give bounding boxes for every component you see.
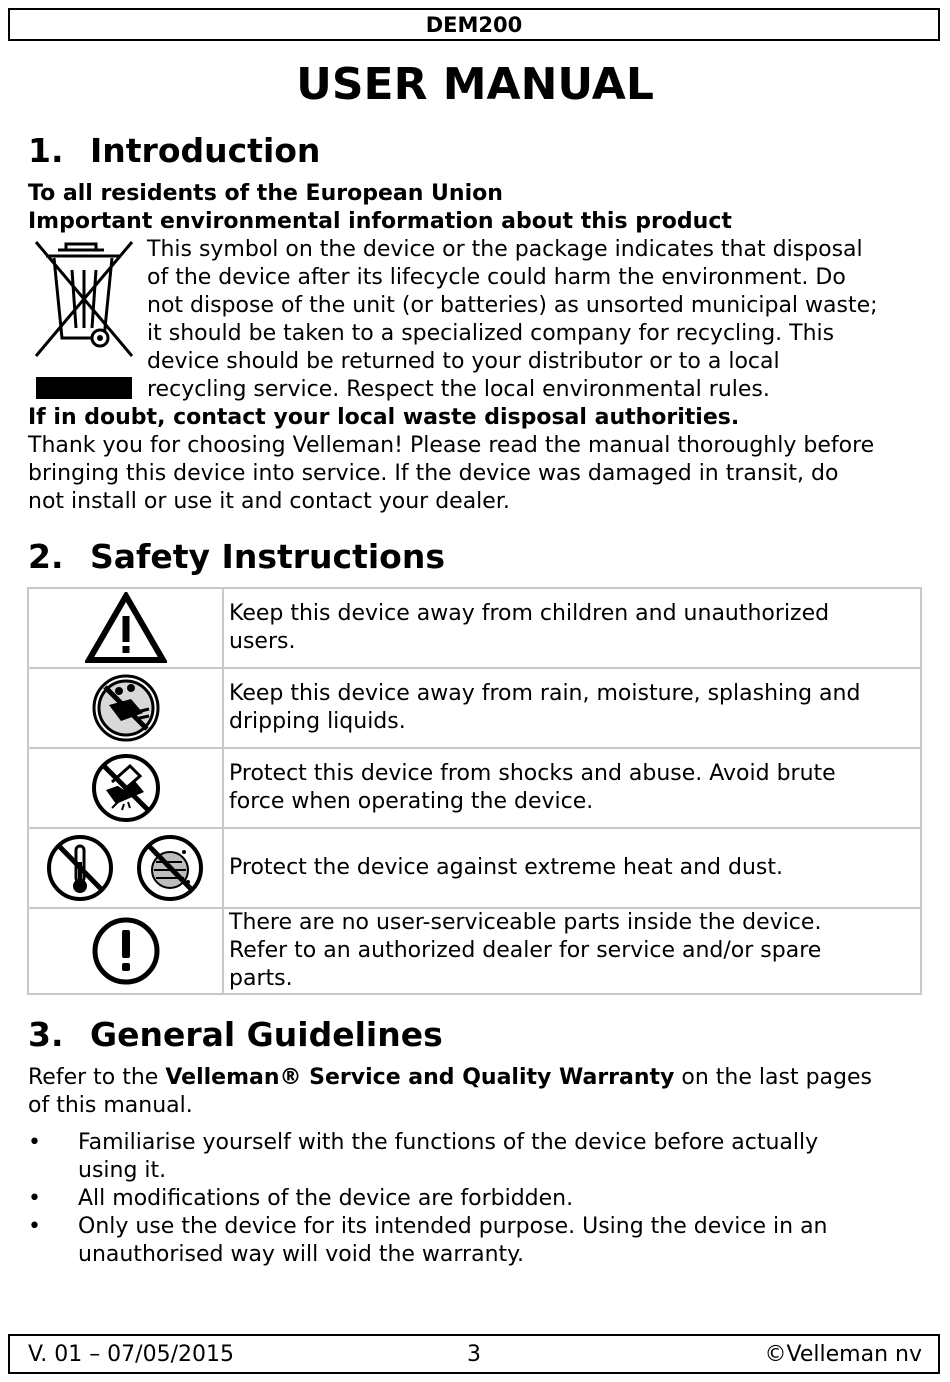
- table-row: [28, 668, 921, 748]
- safety-icon-cell: [28, 668, 223, 748]
- attention-circle-icon: [91, 916, 161, 986]
- safety-icon-cell: [28, 748, 223, 828]
- safety-text-line: users.: [229, 629, 296, 654]
- page-number: 3: [467, 1342, 481, 1367]
- safety-text-cell: [223, 748, 921, 828]
- safety-icon-cell: [28, 828, 223, 908]
- table-row: [28, 908, 921, 994]
- guidelines-list: [28, 1129, 918, 1269]
- safety-text-line: parts.: [229, 966, 293, 991]
- version-date: V. 01 – 07/05/2015: [28, 1342, 234, 1367]
- thanks-text-line: Thank you for choosing Velleman! Please read the manual thoroughly before: [28, 433, 875, 458]
- list-item-line: Only use the device for its intended purpose. Using the device in an: [78, 1214, 828, 1239]
- section-heading-safety: [28, 537, 445, 577]
- list-item: [28, 1185, 918, 1213]
- symbol-text-line: not dispose of the unit (or batteries) as unsorted municipal waste;: [147, 293, 878, 318]
- safety-text-cell: [223, 908, 921, 994]
- section-title: Safety Instructions: [90, 537, 445, 576]
- safety-text-line: Keep this device away from children and unauthorized: [229, 601, 830, 626]
- list-item-line: Familiarise yourself with the functions of the device before actually: [78, 1130, 819, 1155]
- safety-table: [27, 587, 922, 995]
- page-title: USER MANUAL: [296, 59, 654, 110]
- warranty-reference: [28, 1064, 872, 1092]
- no-moisture-icon: [91, 673, 161, 743]
- safety-text-line: Protect this device from shocks and abuse. Avoid brute: [229, 761, 836, 786]
- no-shock-icon: [90, 752, 162, 824]
- header-model: DEM200: [8, 8, 940, 41]
- bullet: •: [28, 1186, 41, 1211]
- warranty-reference-line2: of this manual.: [28, 1093, 193, 1118]
- symbol-text-line: recycling service. Respect the local environmental rules.: [147, 377, 770, 402]
- section-number: 3.: [28, 1015, 64, 1054]
- warning-triangle-icon: [85, 592, 167, 664]
- thanks-text-line: bringing this device into service. If the device was damaged in transit, do: [28, 461, 839, 486]
- no-heat-icon: [49, 837, 111, 899]
- safety-text-cell: [223, 668, 921, 748]
- eu-residents-line: To all residents of the European Union: [28, 181, 503, 206]
- safety-text-line: Protect the device against extreme heat and dust.: [229, 855, 783, 880]
- section-title: General Guidelines: [90, 1015, 443, 1054]
- safety-icon-cell: [28, 908, 223, 994]
- safety-icon-cell: [28, 588, 223, 668]
- symbol-text-line: This symbol on the device or the package indicates that disposal: [147, 237, 863, 262]
- thanks-text-line: not install or use it and contact your dealer.: [28, 489, 510, 514]
- safety-text-cell: [223, 828, 921, 908]
- symbol-text-line: device should be returned to your distributor or to a local: [147, 349, 780, 374]
- table-row: [28, 588, 921, 668]
- weee-crossed-bin-icon: [28, 240, 140, 400]
- bullet: •: [28, 1130, 41, 1155]
- safety-text-line: force when operating the device.: [229, 789, 594, 814]
- page-footer: [8, 1334, 940, 1374]
- list-item-line: using it.: [78, 1158, 167, 1183]
- disposal-authorities-line: If in doubt, contact your local waste disposal authorities.: [28, 405, 740, 430]
- safety-text-line: Refer to an authorized dealer for service and/or spare: [229, 938, 822, 963]
- safety-text-line: dripping liquids.: [229, 709, 406, 734]
- section-number: 2.: [28, 537, 64, 576]
- no-dust-icon: [139, 837, 201, 899]
- section-title: Introduction: [90, 131, 321, 170]
- section-heading-guidelines: [28, 1015, 443, 1055]
- safety-text-line: There are no user-serviceable parts inside the device.: [229, 910, 822, 935]
- bullet: •: [28, 1214, 41, 1239]
- table-row: [28, 828, 921, 908]
- list-item-line: unauthorised way will void the warranty.: [78, 1242, 525, 1267]
- symbol-text-line: of the device after its lifecycle could harm the environment. Do: [147, 265, 846, 290]
- warranty-name: Velleman® Service and Quality Warranty: [165, 1065, 675, 1090]
- list-item-line: All modifications of the device are forbidden.: [78, 1186, 574, 1211]
- list-item: [28, 1129, 918, 1185]
- warranty-suffix: on the last pages: [674, 1065, 872, 1090]
- list-item: [28, 1213, 918, 1269]
- no-heat-no-dust-icon: [46, 832, 206, 904]
- section-number: 1.: [28, 131, 64, 170]
- safety-text-cell: [223, 588, 921, 668]
- copyright: ©Velleman nv: [764, 1342, 922, 1367]
- safety-text-line: Keep this device away from rain, moisture, splashing and: [229, 681, 861, 706]
- symbol-text-line: it should be taken to a specialized company for recycling. This: [147, 321, 835, 346]
- environment-info-line: Important environmental information about this product: [28, 209, 732, 234]
- section-heading-introduction: [28, 131, 320, 171]
- table-row: [28, 748, 921, 828]
- warranty-prefix: Refer to the: [28, 1065, 166, 1090]
